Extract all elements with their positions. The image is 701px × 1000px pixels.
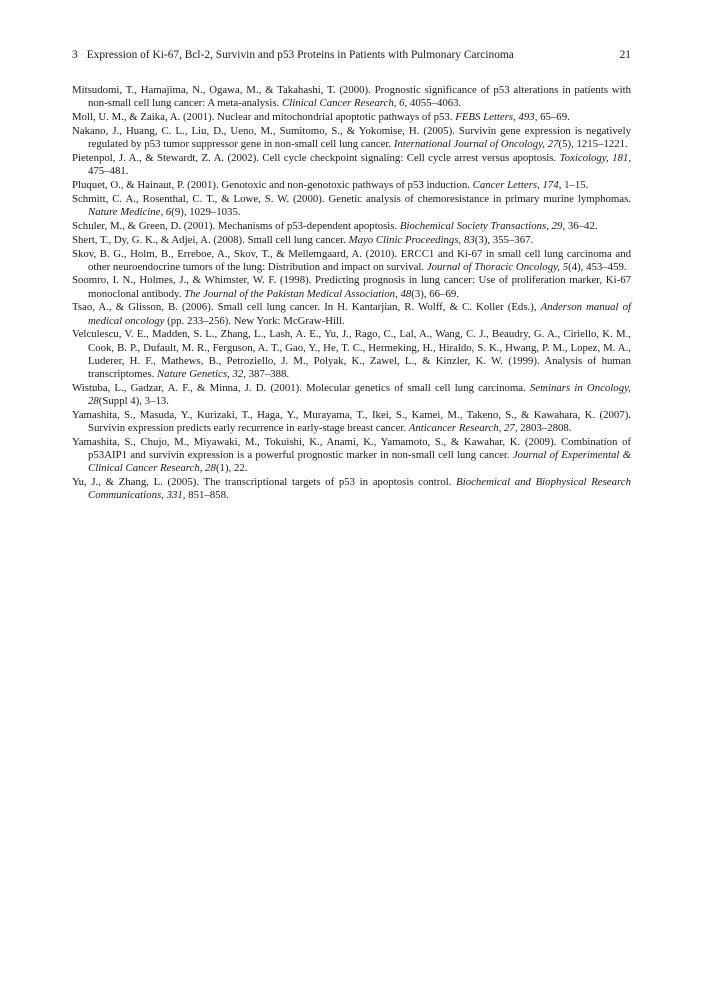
reference-text: Yamashita, S., Chujo, M., Miyawaki, M., Tokuishi, K., Anami, K., Yamamoto, S., & Kawahar, K. (2009). Combination of p53AIP1 and survivin expression is a powerful prognostic marker in non-small cell lung cancer. <box>72 435 631 461</box>
reference-source: Clinical Cancer Research, 6 <box>282 97 405 110</box>
reference-entry <box>72 328 631 380</box>
reference-pages: , 2803–2808. <box>514 421 572 434</box>
reference-entry <box>72 152 631 178</box>
reference-pages: , 387–388. <box>243 367 290 380</box>
reference-text: Mitsudomi, T., Hamajima, N., Ogawa, M., & Takahashi, T. (2000). Prognostic significance of p53 alterations in patients with non-small cell lung cancer: A meta-analysis. <box>72 84 631 110</box>
reference-entry <box>72 179 631 192</box>
reference-source: Nature Medicine, 6 <box>88 205 172 218</box>
reference-entry <box>72 274 631 300</box>
reference-pages: , 36–42. <box>562 219 598 232</box>
reference-pages: , 65–69. <box>534 110 570 123</box>
reference-pages: (3), 355–367. <box>474 233 534 246</box>
reference-list <box>72 84 631 503</box>
reference-source: Biochemical and Biophysical Research Communications, 331 <box>88 475 631 501</box>
reference-source: International Journal of Oncology, 27 <box>393 137 559 150</box>
reference-source: Anticancer Research, 27 <box>408 421 515 434</box>
reference-pages: (1), 22. <box>215 461 248 474</box>
reference-entry <box>72 476 631 502</box>
reference-entry <box>72 409 631 435</box>
reference-text: Velculescu, V. E., Madden, S. L., Zhang, L., Lash, A. E., Yu, J., Rago, C., Lal, A., Wang, C. J., Beaudry, G. A., Ciriello, K. M., Cook, B. P., Dufault, M. R., Ferguson, A. T., Gao, Y., He, T. C., Hermeking, H., Hiraldo, S. K., Hwang, P. M., Lopez, M. A., Luderer, H. F., Mathews, B., Petroziello, J. M., Polyak, K., Zawel, L., & Kinzler, K. W. (1999). Analysis of human transcriptomes. <box>72 328 631 380</box>
reference-pages: (Suppl 4), 3–13. <box>98 394 169 407</box>
reference-pages: (pp. 233–256). New York: McGraw-Hill. <box>164 314 345 327</box>
reference-text: Soomro, I. N., Holmes, J., & Whimster, W. F. (1998). Predicting prognosis in lung cancer: Use of proliferation marker, Ki-67 monoclonal antibody. <box>72 274 631 300</box>
reference-pages: (5), 1215–1221. <box>558 137 628 150</box>
reference-source: Nature Genetics, 32 <box>156 367 244 380</box>
reference-source: Seminars in Oncology, 28 <box>88 381 631 407</box>
reference-entry <box>72 382 631 408</box>
reference-source: Anderson manual of medical oncology <box>88 301 631 327</box>
reference-pages: , 1–15. <box>558 178 589 191</box>
reference-source: Mayo Clinic Proceedings, 83 <box>348 233 475 246</box>
reference-source: Cancer Letters, 174 <box>472 178 559 191</box>
reference-entry <box>72 84 631 110</box>
reference-entry <box>72 125 631 151</box>
reference-source: Journal of Thoracic Oncology, 5 <box>426 260 569 273</box>
reference-text: Pluquet, O., & Hainaut, P. (2001). Genotoxic and non-genotoxic pathways of p53 induction. <box>72 178 473 191</box>
chapter-title: Expression of Ki-67, Bcl-2, Survivin and p53 Proteins in Patients with Pulmonary Carcinoma <box>86 49 514 61</box>
reference-text: Skov, B. G., Holm, B., Erreboe, A., Skov, T., & Mellemgaard, A. (2010). ERCC1 and Ki-67 in small cell lung carcinoma and other neuroendocrine tumors of the lung: Distribution and impact on survival. <box>72 247 631 273</box>
reference-text: Schmitt, C. A., Rosenthal, C. T., & Lowe, S. W. (2000). Genetic analysis of chemoresistance in primary murine lymphomas. <box>72 192 631 205</box>
reference-text: Schuler, M., & Green, D. (2001). Mechanisms of p53-dependent apoptosis. <box>72 219 400 232</box>
reference-text: Moll, U. M., & Zaika, A. (2001). Nuclear and mitochondrial apoptotic pathways of p53. <box>72 110 456 123</box>
reference-text: Nakano, J., Huang, C. L., Liu, D., Ueno, M., Sumitomo, S., & Yokomise, H. (2005). Survivin gene expression is negatively regulated by p53 tumor suppressor gene in non-small cell lung cancer. <box>72 124 631 150</box>
reference-text: Shert, T., Dy, G. K., & Adjei, A. (2008). Small cell lung cancer. <box>72 233 349 246</box>
reference-pages: (3), 66–69. <box>411 287 459 300</box>
page-number: 21 <box>619 49 631 61</box>
chapter-heading <box>72 48 514 62</box>
reference-text: Yamashita, S., Masuda, Y., Kurizaki, T., Haga, Y., Murayama, T., Ikei, S., Kamei, M., Takeno, S., & Kawahara, K. (2007). Survivin expression predicts early recurrence in early-stage breast cancer. <box>72 408 631 434</box>
reference-entry <box>72 301 631 327</box>
reference-pages: (4), 453–459. <box>568 260 627 273</box>
reference-source: The Journal of the Pakistan Medical Association, 48 <box>184 287 412 300</box>
reference-text: Tsao, A., & Glisson, B. (2006). Small cell lung cancer. In H. Kantarjian, R. Wolff, & C. Koller (Eds.), <box>72 301 541 314</box>
reference-source: Toxicology, 181 <box>559 151 629 164</box>
reference-source: Journal of Experimental & Clinical Cancer Research, 28 <box>88 448 631 474</box>
reference-text: Yu, J., & Zhang, L. (2005). The transcriptional targets of p53 in apoptosis control. <box>72 475 457 488</box>
reference-entry <box>72 248 631 274</box>
reference-pages: , 851–858. <box>182 488 229 501</box>
reference-entry <box>72 220 631 233</box>
reference-pages: , 4055–4063. <box>404 97 462 110</box>
reference-text: Pietenpol, J. A., & Stewardt, Z. A. (2002). Cell cycle checkpoint signaling: Cell cycle arrest versus apoptosis. <box>72 151 560 164</box>
chapter-number: 3 <box>72 49 78 61</box>
reference-source: FEBS Letters, 493 <box>455 110 535 123</box>
reference-entry <box>72 193 631 219</box>
reference-entry <box>72 436 631 475</box>
reference-text: Wistuba, L., Gadzar, A. F., & Minna, J. D. (2001). Molecular genetics of small cell lung carcinoma. <box>72 381 530 394</box>
running-head <box>72 48 631 62</box>
reference-pages: , 475–481. <box>88 151 632 177</box>
reference-source: Biochemical Society Transactions, 29 <box>399 219 563 232</box>
reference-entry <box>72 234 631 247</box>
reference-pages: (9), 1029–1035. <box>171 205 241 218</box>
reference-entry <box>72 111 631 124</box>
